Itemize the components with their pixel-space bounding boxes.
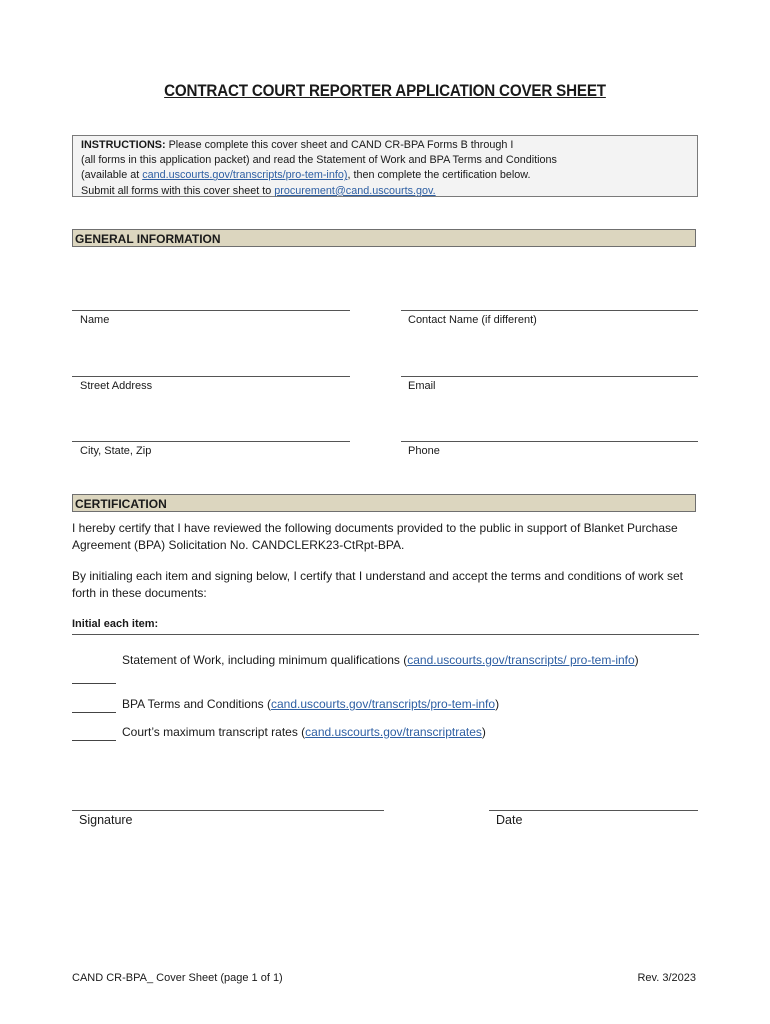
initial-blank-bpa-terms[interactable] <box>72 712 116 713</box>
name-field[interactable] <box>72 310 350 311</box>
certification-heading: CERTIFICATION <box>72 494 696 512</box>
city-state-zip-field[interactable] <box>72 441 350 442</box>
bpa-terms-link[interactable]: cand.uscourts.gov/transcripts/pro-tem-info <box>270 697 496 711</box>
procurement-email-link[interactable]: procurement@cand.uscourts.gov. <box>274 184 436 197</box>
phone-label: Phone <box>408 445 440 457</box>
transcript-rates-link[interactable]: cand.uscourts.gov/transcriptrates <box>305 725 482 739</box>
email-label: Email <box>408 380 436 392</box>
contact-name-label: Contact Name (if different) <box>408 314 537 326</box>
phone-field[interactable] <box>401 441 698 442</box>
name-label: Name <box>80 314 110 326</box>
street-address-label: Street Address <box>80 380 153 392</box>
item-statement-of-work: Statement of Work, including minimum qualifications (cand.uscourts.gov/transcripts/ pro-tem-info) <box>122 653 639 667</box>
pro-tem-info-link[interactable]: cand.uscourts.gov/transcripts/pro-tem-info) <box>142 169 348 182</box>
email-field[interactable] <box>401 376 698 377</box>
item-bpa-terms: BPA Terms and Conditions (cand.uscourts.gov/transcripts/pro-tem-info) <box>122 697 500 711</box>
initial-each-item-label: Initial each item: <box>72 618 159 630</box>
date-label: Date <box>496 813 523 827</box>
initial-blank-transcript-rates[interactable] <box>72 740 116 741</box>
contact-name-field[interactable] <box>401 310 698 311</box>
instructions-line-2: (all forms in this application packet) and read the Statement of Work and BPA Terms and Conditions <box>81 154 557 167</box>
footer-form-name: CAND CR-BPA_ Cover Sheet (page 1 of 1) <box>72 972 283 984</box>
signature-field[interactable] <box>72 810 384 811</box>
signature-label: Signature <box>79 813 133 827</box>
certification-paragraph-2: By initialing each item and signing below, I certify that I understand and accept the terms and conditions of work set forth in these documents: <box>72 569 684 600</box>
date-field[interactable] <box>489 810 698 811</box>
certification-paragraph-1: I hereby certify that I have reviewed the following documents provided to the public in support of Blanket Purchase Agreement (BPA) Solicitation No. CANDCLERK23-CtRpt-BPA. <box>72 521 678 552</box>
footer-revision: Rev. 3/2023 <box>637 972 696 984</box>
instructions-line-1: INSTRUCTIONS: Please complete this cover sheet and CAND CR-BPA Forms B through I <box>81 139 514 151</box>
item-transcript-rates: Court’s maximum transcript rates (cand.uscourts.gov/transcriptrates) <box>122 725 486 739</box>
city-state-zip-label: City, State, Zip <box>80 445 152 457</box>
street-address-field[interactable] <box>72 376 350 377</box>
general-information-heading: GENERAL INFORMATION <box>72 229 696 247</box>
instructions-line-4: Submit all forms with this cover sheet to procurement@cand.uscourts.gov. <box>81 184 436 197</box>
initial-blank-statement-of-work[interactable] <box>72 683 116 684</box>
instructions-label: INSTRUCTIONS: <box>81 139 166 151</box>
instructions-line-3: (available at cand.uscourts.gov/transcripts/pro-tem-info), then complete the certification below. <box>81 169 531 182</box>
page-title: CONTRACT COURT REPORTER APPLICATION COVER SHEET <box>164 82 606 100</box>
instructions-box <box>72 135 698 197</box>
initial-section-rule <box>72 634 699 635</box>
statement-of-work-link[interactable]: cand.uscourts.gov/transcripts/ pro-tem-info <box>407 653 635 667</box>
